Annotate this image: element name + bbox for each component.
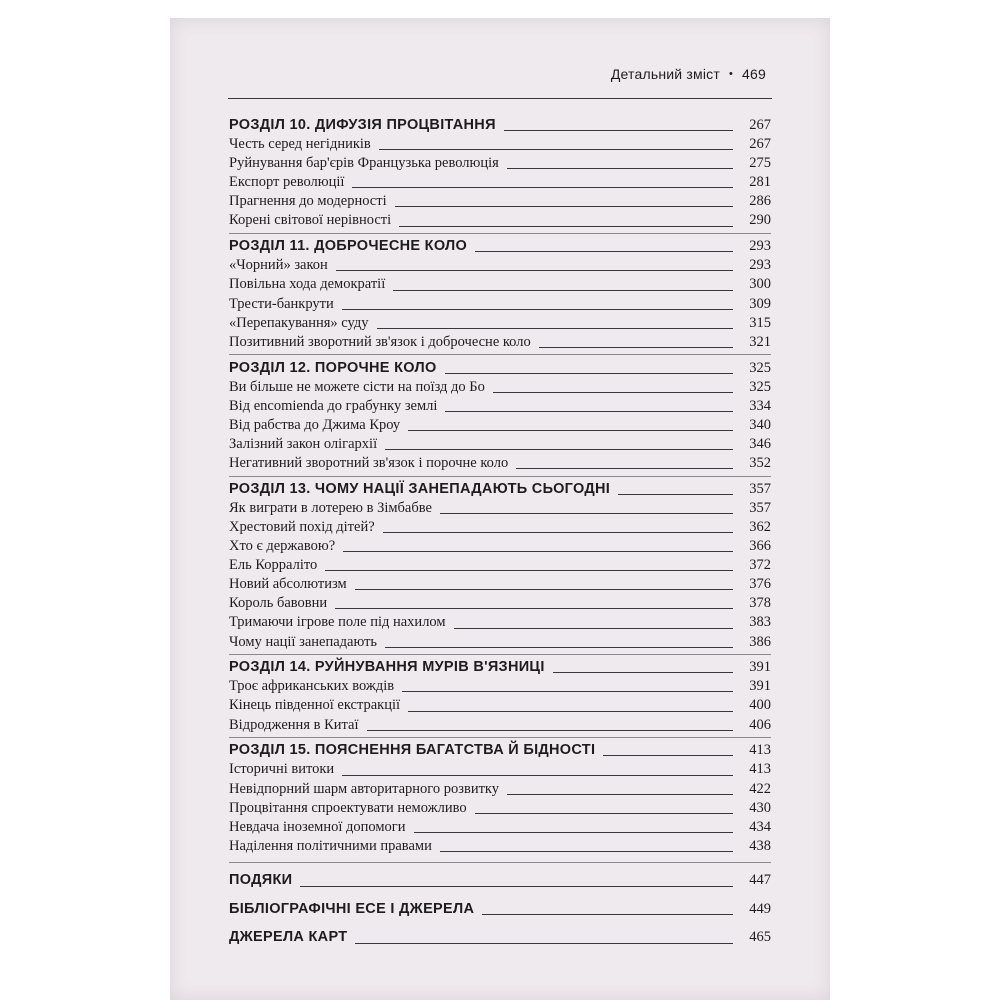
toc-entry — [229, 333, 771, 352]
leader-line — [414, 831, 733, 833]
chapter-heading-title: РОЗДІЛ 10. ДИФУЗІЯ ПРОЦВІТАННЯ — [229, 117, 496, 133]
leader-line — [385, 646, 733, 648]
leader-line — [399, 225, 733, 227]
toc-entry-title: Чому нації занепадають — [229, 633, 378, 650]
toc-entry-page-number: 366 — [749, 538, 771, 555]
chapter-heading-title: РОЗДІЛ 11. ДОБРОЧЕСНЕ КОЛО — [229, 238, 468, 255]
back-matter-entry — [229, 923, 771, 952]
toc-entry-page-number: 267 — [749, 136, 771, 153]
leader-line — [482, 913, 733, 915]
toc-entry-title: Хрестовий похід дітей? — [229, 518, 375, 535]
toc-entry-title: Трести-банкрути — [229, 295, 334, 312]
toc-entry — [229, 556, 771, 575]
toc-entry-title: Експорт революції — [229, 174, 345, 191]
toc-entry-page-number: 383 — [749, 614, 771, 631]
leader-line — [367, 729, 734, 731]
leader-line — [385, 448, 733, 450]
back-matter-entry-page-number: 447 — [749, 872, 771, 889]
chapter-heading-title: РОЗДІЛ 15. ПОЯСНЕННЯ БАГАТСТВА Й БІДНОСТІ — [229, 742, 596, 759]
toc-entry-page-number: 413 — [749, 761, 771, 778]
leader-line — [440, 512, 733, 514]
toc-entry — [229, 518, 771, 537]
chapter-heading — [229, 359, 771, 378]
toc-entry-title: Негативний зворотний зв'язок і порочне коло — [229, 454, 509, 471]
chapter-heading-page-number: 267 — [749, 117, 771, 133]
toc-entry-title: Троє африканських вождів — [229, 678, 395, 695]
leader-line — [603, 754, 733, 756]
toc-entry-title: Від рабства до Джима Кроу — [229, 416, 401, 433]
toc-entry-title: Позитивний зворотний зв'язок і доброчесне коло — [229, 333, 531, 350]
toc-entry — [229, 780, 771, 799]
leader-line — [516, 467, 733, 469]
toc-entry-page-number: 352 — [749, 454, 771, 471]
leader-line — [445, 410, 733, 412]
toc-chapter-section — [229, 654, 771, 735]
leader-line — [408, 429, 733, 431]
leader-line — [300, 885, 733, 887]
leader-line — [507, 793, 733, 795]
toc-entry-title: Король бавовни — [229, 595, 328, 612]
chapter-heading-title: РОЗДІЛ 14. РУЙНУВАННЯ МУРІВ В'ЯЗНИЦІ — [229, 659, 545, 676]
back-matter-entry-title: ПОДЯКИ — [229, 872, 293, 889]
toc-entry — [229, 594, 771, 613]
chapter-heading-title: РОЗДІЛ 13. ЧОМУ НАЦІЇ ЗАНЕПАДАЮТЬ СЬОГОДНІ — [229, 480, 611, 497]
leader-line — [377, 327, 734, 329]
chapter-heading — [229, 116, 771, 135]
leader-line — [393, 289, 733, 291]
toc-entry-title: Відродження в Китаї — [229, 716, 359, 733]
back-matter-entry-title: ДЖЕРЕЛА КАРТ — [229, 929, 348, 946]
toc-entry-title: Наділення політичними правами — [229, 837, 432, 854]
toc-entry — [229, 716, 771, 735]
leader-line — [475, 250, 733, 252]
back-matter-entry — [229, 866, 771, 895]
leader-line — [352, 186, 733, 188]
leader-line — [343, 550, 733, 552]
toc-entry-title: Невідпорний шарм авторитарного розвитку — [229, 780, 500, 797]
toc-entry-page-number: 400 — [749, 697, 771, 714]
leader-line — [493, 391, 733, 393]
toc-entry-title: Залізний закон олігархії — [229, 435, 378, 452]
toc-entry-title: Невдача іноземної допомоги — [229, 818, 406, 835]
running-header-page-number: 469 — [742, 66, 766, 82]
toc-entry — [229, 397, 771, 416]
running-header-title: Детальний зміст — [610, 66, 720, 82]
toc-entry-title: Руйнування бар'єрів Французька революція — [229, 155, 499, 172]
toc-entry — [229, 154, 771, 173]
back-matter-entry-title: БІБЛІОГРАФІЧНІ ЕСЕ І ДЖЕРЕЛА — [229, 900, 475, 917]
toc-entry-title: Історичні витоки — [229, 761, 335, 778]
toc-entry — [229, 295, 771, 314]
toc-entry-page-number: 275 — [749, 155, 771, 172]
leader-line — [355, 588, 733, 590]
toc-entry-page-number: 334 — [749, 397, 771, 414]
toc-entry-title: «Перепакування» суду — [229, 314, 369, 331]
book-page — [170, 18, 830, 1000]
toc-entry-page-number: 346 — [749, 435, 771, 452]
toc-entry-page-number: 309 — [749, 295, 771, 312]
toc-entry-title: Процвітання спроектувати неможливо — [229, 799, 467, 816]
running-header-separator: • — [728, 68, 734, 80]
leader-line — [440, 850, 733, 852]
toc-entry-page-number: 300 — [749, 276, 771, 293]
toc-entry-page-number: 315 — [749, 314, 771, 331]
table-of-contents — [229, 116, 771, 954]
toc-chapter-section — [229, 233, 771, 352]
toc-entry-title: Ви більше не можете сісти на поїзд до Бо — [229, 378, 485, 395]
toc-entry-title: Прагнення до модерності — [229, 193, 387, 210]
toc-entry-title: Новий абсолютизм — [229, 576, 347, 593]
toc-entry-page-number: 293 — [749, 257, 771, 274]
chapter-heading — [229, 658, 771, 677]
toc-entry-page-number: 372 — [749, 557, 771, 574]
leader-line — [336, 269, 733, 271]
toc-entry-title: Як виграти в лотерею в Зімбабве — [229, 499, 432, 516]
toc-entry — [229, 696, 771, 715]
chapter-heading-page-number: 391 — [749, 659, 771, 676]
toc-entry-title: Корені світової нерівності — [229, 212, 392, 229]
toc-entry-page-number: 406 — [749, 716, 771, 733]
leader-line — [379, 148, 733, 150]
toc-entry-page-number: 290 — [749, 212, 771, 229]
toc-chapter-section — [229, 737, 771, 856]
toc-entry — [229, 378, 771, 397]
chapter-heading-page-number: 293 — [749, 238, 771, 255]
leader-line — [445, 372, 733, 374]
toc-entry-title: Честь серед негідників — [229, 136, 371, 153]
toc-entry — [229, 416, 771, 435]
toc-entry-title: «Чорний» закон — [229, 257, 328, 274]
toc-entry — [229, 499, 771, 518]
toc-entry-page-number: 391 — [749, 678, 771, 695]
toc-entry-page-number: 376 — [749, 576, 771, 593]
toc-chapter-section — [229, 116, 771, 231]
toc-entry — [229, 256, 771, 275]
leader-line — [355, 942, 733, 944]
toc-entry-title: Хто є державою? — [229, 538, 336, 555]
toc-back-matter — [229, 862, 771, 952]
chapter-heading-title: РОЗДІЛ 12. ПОРОЧНЕ КОЛО — [229, 359, 437, 376]
back-matter-entry — [229, 895, 771, 924]
chapter-heading — [229, 741, 771, 760]
toc-entry — [229, 454, 771, 473]
toc-entry — [229, 537, 771, 556]
running-header — [611, 66, 766, 82]
chapter-heading — [229, 237, 771, 256]
toc-entry-page-number: 321 — [749, 333, 771, 350]
leader-line — [618, 493, 733, 495]
leader-line — [402, 690, 733, 692]
toc-entry — [229, 760, 771, 779]
back-matter-entry-page-number: 465 — [749, 929, 771, 946]
toc-entry — [229, 173, 771, 192]
leader-line — [539, 346, 733, 348]
leader-line — [504, 129, 733, 131]
leader-line — [553, 671, 733, 673]
toc-chapter-section — [229, 476, 771, 652]
toc-entry — [229, 575, 771, 594]
toc-entry-page-number: 286 — [749, 193, 771, 210]
toc-entry — [229, 837, 771, 856]
leader-line — [342, 308, 733, 310]
toc-entry-page-number: 422 — [749, 780, 771, 797]
toc-entry — [229, 135, 771, 154]
toc-entry-page-number: 438 — [749, 837, 771, 854]
leader-line — [454, 627, 733, 629]
leader-line — [335, 607, 733, 609]
toc-entry-title: Повільна хода демократії — [229, 276, 386, 293]
chapter-heading-page-number: 413 — [749, 742, 771, 759]
toc-entry-page-number: 430 — [749, 799, 771, 816]
leader-line — [383, 531, 733, 533]
leader-line — [342, 774, 733, 776]
toc-entry — [229, 633, 771, 652]
toc-entry — [229, 211, 771, 230]
toc-entry — [229, 799, 771, 818]
toc-entry-page-number: 386 — [749, 633, 771, 650]
chapter-heading — [229, 480, 771, 499]
header-rule — [228, 98, 772, 99]
toc-entry-title: Тримаючи ігрове поле під нахилом — [229, 614, 446, 631]
chapter-heading-page-number: 325 — [749, 359, 771, 376]
toc-entry-title: Кінець південної екстракції — [229, 697, 401, 714]
toc-entry — [229, 613, 771, 632]
leader-line — [475, 812, 733, 814]
leader-line — [507, 167, 733, 169]
toc-entry-title: Ель Корраліто — [229, 557, 318, 574]
toc-entry-page-number: 362 — [749, 518, 771, 535]
toc-entry — [229, 435, 771, 454]
toc-entry — [229, 677, 771, 696]
back-matter-entry-page-number: 449 — [749, 900, 771, 917]
leader-line — [408, 710, 733, 712]
toc-entry-page-number: 357 — [749, 499, 771, 516]
leader-line — [325, 569, 733, 571]
toc-entry-title: Від encomienda до грабунку землі — [229, 397, 438, 414]
toc-entry — [229, 818, 771, 837]
toc-entry-page-number: 378 — [749, 595, 771, 612]
toc-entry-page-number: 340 — [749, 416, 771, 433]
toc-entry-page-number: 434 — [749, 818, 771, 835]
chapter-heading-page-number: 357 — [749, 480, 771, 497]
toc-entry — [229, 314, 771, 333]
toc-entry-page-number: 325 — [749, 378, 771, 395]
toc-entry — [229, 192, 771, 211]
toc-entry — [229, 275, 771, 294]
toc-entry-page-number: 281 — [749, 174, 771, 191]
toc-chapter-section — [229, 354, 771, 473]
leader-line — [395, 205, 733, 207]
